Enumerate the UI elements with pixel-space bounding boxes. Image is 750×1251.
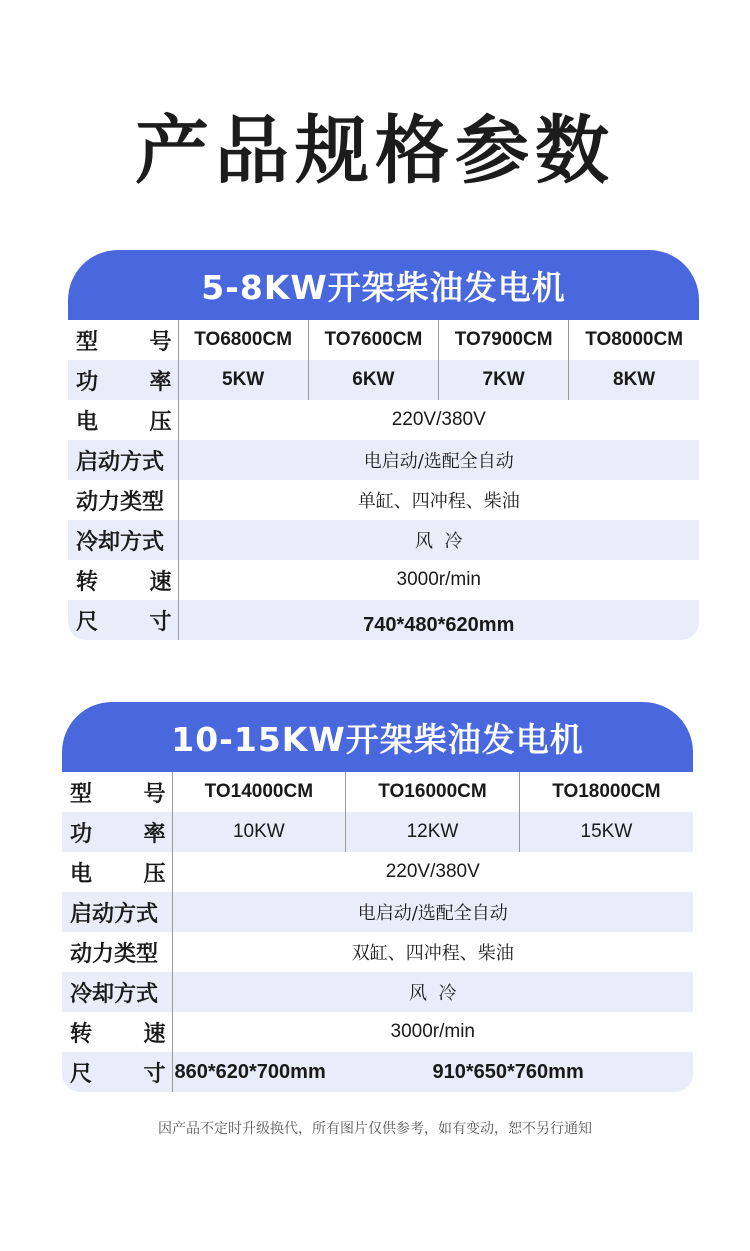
label-size: 尺 寸 [62,1052,172,1092]
spec-table [62,772,693,1092]
voltage-value: 220V/380V [391,409,486,430]
size-value: 740*480*620mm [178,600,699,640]
row-speed [68,560,699,600]
row-power [68,360,699,400]
card-title: 10-15KW开架柴油发电机 [62,702,693,772]
type-value: 双缸、四冲程、柴油 [351,943,514,964]
speed-value: 3000r/min [390,1021,475,1042]
label-start: 启动方式 [68,440,178,480]
power-cell: 8KW [569,360,699,400]
model-cell: TO7600CM [308,320,438,360]
label-model: 型 号 [62,772,172,812]
size-value: 860*620*700mm [172,1052,432,1092]
disclaimer-footnote: 因产品不定时升级换代，所有图片仅供参考，如有变动，恕不另行通知 [158,1121,592,1137]
label-speed: 转 速 [62,1012,172,1052]
row-start [68,440,699,480]
row-model [62,772,693,812]
label-power: 功 率 [62,812,172,852]
spec-card-5-8kw [68,250,699,640]
start-value: 电启动/选配全自动 [178,440,699,480]
row-speed [62,1012,693,1052]
row-power [62,812,693,852]
model-cell: TO18000CM [552,781,661,802]
label-voltage: 电 压 [62,852,172,892]
label-speed: 转 速 [68,560,178,600]
type-value: 单缸、四冲程、柴油 [357,491,520,512]
row-size [68,600,699,640]
label-type: 动力类型 [68,480,178,520]
model-cell: TO16000CM [346,772,520,812]
row-model [68,320,699,360]
label-voltage: 电 压 [68,400,178,440]
row-start [62,892,693,932]
model-cell: TO7900CM [439,320,569,360]
row-voltage [68,400,699,440]
label-cooling: 冷却方式 [62,972,172,1012]
model-cell: TO6800CM [178,320,308,360]
size-value: 910*650*760mm [432,1052,693,1092]
page-title: 产品规格参数 [135,108,615,194]
label-cooling: 冷却方式 [68,520,178,560]
row-cooling [62,972,693,1012]
row-cooling [68,520,699,560]
row-type [62,932,693,972]
label-power: 功 率 [68,360,178,400]
label-start: 启动方式 [62,892,172,932]
power-cell: 15KW [519,812,693,852]
cooling-value: 风 冷 [172,972,693,1012]
spec-table [68,320,699,640]
spec-card-10-15kw [62,702,693,1092]
model-cell: TO8000CM [585,329,684,350]
card-title: 5-8KW开架柴油发电机 [68,250,699,320]
model-cell: TO14000CM [172,772,346,812]
power-cell: 6KW [308,360,438,400]
row-size [62,1052,693,1092]
voltage-value: 220V/380V [385,861,480,882]
power-cell: 5KW [178,360,308,400]
speed-value: 3000r/min [396,569,481,590]
row-type [68,480,699,520]
power-cell: 10KW [172,812,346,852]
label-type: 动力类型 [62,932,172,972]
label-size: 尺 寸 [68,600,178,640]
power-cell: 12KW [346,812,520,852]
start-value: 电启动/选配全自动 [172,892,693,932]
row-voltage [62,852,693,892]
cooling-value: 风 冷 [178,520,699,560]
label-model: 型 号 [68,320,178,360]
power-cell: 7KW [439,360,569,400]
